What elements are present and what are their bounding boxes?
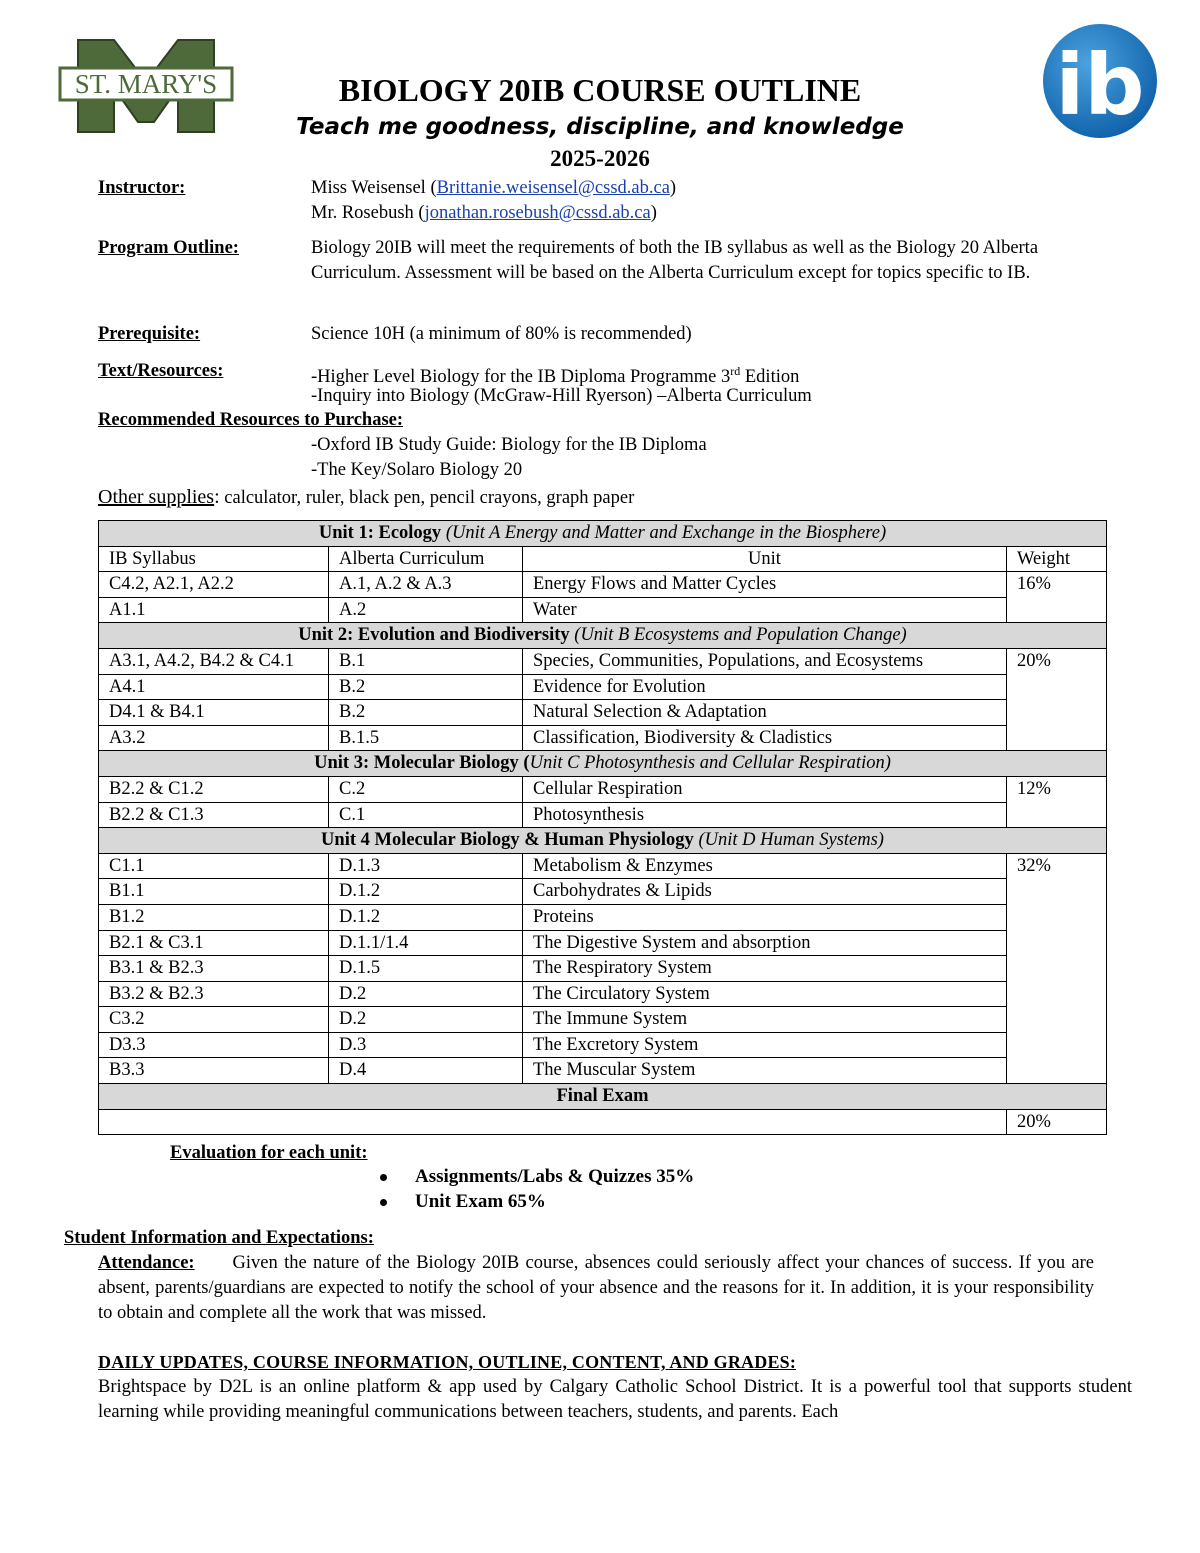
text-resources-line-2: -Inquiry into Biology (McGraw-Hill Ryerson) –Alberta Curriculum [311,386,812,406]
col-header-weight: Weight [1007,546,1107,572]
table-row [99,648,1107,674]
alberta-cell: D.3 [329,1032,523,1058]
text-resources-label: Text/Resources: [98,361,224,381]
alberta-cell: D.1.3 [329,853,523,879]
alberta-cell: D.4 [329,1058,523,1084]
school-motto: Teach me goodness, discipline, and knowledge [296,114,904,140]
final-exam-weight-row [99,1109,1107,1135]
school-logo-text: ST. MARY'S [74,69,218,99]
ib-cell: B2.2 & C1.3 [99,802,329,828]
ib-logo-text: ib [1055,36,1145,134]
table-row [99,725,1107,751]
unit-cell: Evidence for Evolution [523,674,1007,700]
bullet-icon [380,1174,387,1181]
table-row [99,930,1107,956]
col-header-ib-syllabus: IB Syllabus [99,546,329,572]
instructor-1-email-link[interactable]: Brittanie.weisensel@cssd.ab.ca [436,178,670,198]
final-exam-header-row [99,1084,1107,1110]
unit-1-header-row [99,521,1107,547]
alberta-cell: D.1.2 [329,879,523,905]
table-row [99,956,1107,982]
alberta-cell: B.2 [329,700,523,726]
table-row [99,981,1107,1007]
unit-1-header [99,521,1107,547]
evaluation-item [380,1166,694,1188]
table-row [99,853,1107,879]
ib-cell: D3.3 [99,1032,329,1058]
evaluation-item-text: Unit Exam 65% [415,1191,546,1212]
ib-cell: D4.1 & B4.1 [99,700,329,726]
unit-3-title: Unit 3: Molecular Biology ( [314,753,530,774]
instructor-line-1 [311,176,676,201]
final-exam-header [99,1084,1107,1110]
page-title: BIOLOGY 20IB COURSE OUTLINE [338,72,862,108]
prerequisite-text: Science 10H (a minimum of 80% is recommended) [311,324,692,344]
attendance-label: Attendance: [98,1253,195,1273]
unit-cell: Carbohydrates & Lipids [523,879,1007,905]
alberta-cell: A.1, A.2 & A.3 [329,572,523,598]
table-row [99,1007,1107,1033]
unit-cell: Energy Flows and Matter Cycles [523,572,1007,598]
table-column-header-row [99,546,1107,572]
attendance-text: Given the nature of the Biology 20IB course, absences could seriously affect your chances of success. If you are absent, parents/guardians are expected to notify the school of your absence and the reasons for it. In addition, it is your responsibility to obtain and complete all the work that was missed. [98,1253,1095,1323]
table-row [99,879,1107,905]
table-row [99,572,1107,598]
unit-4-header-row [99,828,1107,854]
unit-cell: The Excretory System [523,1032,1007,1058]
ib-cell: C4.2, A2.1, A2.2 [99,572,329,598]
ib-cell: B3.1 & B2.3 [99,956,329,982]
instructor-1-close: ) [669,178,677,198]
ib-cell: B1.2 [99,904,329,930]
instructor-2-name: Mr. Rosebush ( [311,203,425,223]
instructor-line-2 [311,201,657,226]
unit-cell: Species, Communities, Populations, and Ecosystems [523,648,1007,674]
col-header-alberta-curriculum: Alberta Curriculum [329,546,523,572]
table-row [99,1032,1107,1058]
recommended-resource-1: -Oxford IB Study Guide: Biology for the IB Diploma [311,435,707,455]
evaluation-label: Evaluation for each unit: [170,1143,368,1163]
daily-updates-heading: DAILY UPDATES, COURSE INFORMATION, OUTLINE, CONTENT, AND GRADES: [98,1352,797,1372]
instructor-label: Instructor: [98,178,186,198]
unit-4-header [99,828,1107,854]
unit-cell: The Circulatory System [523,981,1007,1007]
other-supplies-text: calculator, ruler, black pen, pencil crayons, graph paper [219,488,635,508]
ib-cell: B3.2 & B2.3 [99,981,329,1007]
table-row [99,776,1107,802]
unit-cell: The Immune System [523,1007,1007,1033]
unit-2-header-row [99,623,1107,649]
ib-cell: B2.2 & C1.2 [99,776,329,802]
table-row [99,700,1107,726]
alberta-cell: D.2 [329,1007,523,1033]
recommended-resources-label: Recommended Resources to Purchase: [98,410,404,430]
table-row [99,904,1107,930]
unit-3-header-row [99,751,1107,777]
attendance-paragraph [98,1251,1094,1326]
table-row [99,597,1107,623]
unit-cell: Classification, Biodiversity & Cladistics [523,725,1007,751]
ib-cell: B1.1 [99,879,329,905]
ib-cell: A3.1, A4.2, B4.2 & C4.1 [99,648,329,674]
program-outline-label: Program Outline: [98,238,239,258]
instructor-2-close: ) [650,203,657,223]
final-exam-empty-cell [99,1109,1007,1135]
table-row [99,674,1107,700]
ib-cell: A4.1 [99,674,329,700]
evaluation-item-text: Assignments/Labs & Quizzes 35% [415,1166,695,1187]
table-row [99,802,1107,828]
other-supplies-label: Other supplies [98,486,215,508]
alberta-cell: D.2 [329,981,523,1007]
unit-2-title: Unit 2: Evolution and Biodiversity [298,625,570,646]
unit-cell: The Digestive System and absorption [523,930,1007,956]
final-exam-title: Final Exam [556,1086,649,1107]
alberta-cell: C.1 [329,802,523,828]
text-resource-1-edition: Edition [740,367,800,388]
final-exam-weight: 20% [1007,1109,1107,1135]
ib-cell: B3.3 [99,1058,329,1084]
unit-2-subtitle: (Unit B Ecosystems and Population Change) [569,625,907,646]
other-supplies-colon: : [214,486,220,508]
alberta-cell: B.1.5 [329,725,523,751]
daily-updates-text: Brightspace by D2L is an online platform & app used by Calgary Catholic School District. It is a powerful tool that supports student learning while providing meaningful communications between teachers, students, and parents. Each [98,1377,1132,1422]
evaluation-item [380,1191,546,1213]
unit-3-weight: 12% [1007,776,1107,827]
other-supplies [98,485,634,511]
unit-4-subtitle: (Unit D Human Systems) [693,830,884,851]
instructor-1-name: Miss Weisensel ( [311,178,437,198]
program-outline-text: Biology 20IB will meet the requirements of both the IB syllabus as well as the Biology 20 Alberta Curriculum. Assessment will be based on the Alberta Curriculum except for topics specific to IB. [311,238,1039,283]
unit-cell: Natural Selection & Adaptation [523,700,1007,726]
unit-3-subtitle: Unit C Photosynthesis and Cellular Respiration) [529,753,891,774]
unit-2-header [99,623,1107,649]
alberta-cell: C.2 [329,776,523,802]
course-units-table [98,520,1107,1135]
school-year: 2025-2026 [550,146,650,171]
unit-3-header [99,751,1107,777]
col-header-unit: Unit [523,546,1007,572]
ib-cell: A3.2 [99,725,329,751]
unit-cell: The Respiratory System [523,956,1007,982]
unit-1-weight: 16% [1007,572,1107,623]
unit-cell: Water [523,597,1007,623]
alberta-cell: A.2 [329,597,523,623]
alberta-cell: B.2 [329,674,523,700]
unit-1-title: Unit 1: Ecology [318,523,442,543]
alberta-cell: D.1.1/1.4 [329,930,523,956]
edition-superscript: rd [730,364,741,378]
unit-cell: Metabolism & Enzymes [523,853,1007,879]
unit-2-weight: 20% [1007,648,1107,750]
ib-cell: B2.1 & C3.1 [99,930,329,956]
instructor-2-email-link[interactable]: jonathan.rosebush@cssd.ab.ca [424,203,651,223]
student-info-label: Student Information and Expectations: [64,1228,374,1248]
unit-4-title: Unit 4 Molecular Biology & Human Physiology [321,830,694,851]
alberta-cell: B.1 [329,648,523,674]
prerequisite-label: Prerequisite: [98,324,201,344]
unit-4-weight: 32% [1007,853,1107,1083]
recommended-resource-2: -The Key/Solaro Biology 20 [311,460,523,480]
unit-cell: Proteins [523,904,1007,930]
alberta-cell: D.1.2 [329,904,523,930]
bullet-icon [380,1199,387,1206]
unit-cell: Photosynthesis [523,802,1007,828]
ib-cell: C1.1 [99,853,329,879]
unit-1-subtitle: (Unit A Energy and Matter and Exchange in the Biosphere) [441,523,887,543]
unit-cell: Cellular Respiration [523,776,1007,802]
text-resource-1: -Higher Level Biology for the IB Diploma Programme 3 [311,367,731,388]
table-row [99,1058,1107,1084]
alberta-cell: D.1.5 [329,956,523,982]
ib-cell: C3.2 [99,1007,329,1033]
ib-cell: A1.1 [99,597,329,623]
unit-cell: The Muscular System [523,1058,1007,1084]
